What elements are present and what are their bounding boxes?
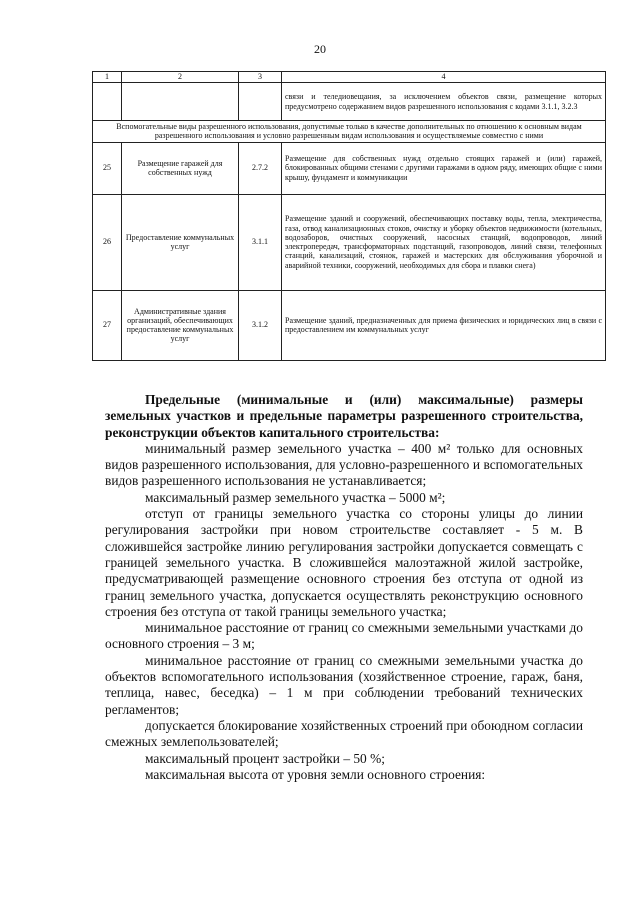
use-name: Предоставление коммунальных услуг — [122, 194, 239, 290]
paragraph-setback: отступ от границы земельного участка со стороны улицы до линии регулирования застройки при новом строительстве составляет - 5 м. В сложившейся застройке линию регулирования застройки допускается совмещать с границей земельного участка. В сложившейся малоэтажной жилой застройке, предусматривающей размещение основного строения без отступа от одной из границ земельного участка, допускается осуществлять реконструкцию основного строения без отступа от такой границы земельного участка; — [105, 506, 583, 619]
use-description: Размещение зданий и сооружений, обеспечивающих поставку воды, тепла, электричества, газа, отвод канализационных стоков, очистку и уборку объектов недвижимости (котельных, водозаборов, очистных сооружений, насосных станций, водопроводов, линий электропередач, трансформаторных подстанций, газопроводов, линий связи, телефонных станций, канализаций, стоянок, гаражей и мастерских для обслуживания уборочной и аварийной техники, сооружений, необходимых для сбора и плавки снега) — [282, 194, 606, 290]
use-name: Размещение гаражей для собственных нужд — [122, 142, 239, 194]
use-code: 3.1.1 — [239, 194, 282, 290]
body-text — [105, 392, 583, 783]
row-number: 27 — [93, 290, 122, 360]
paragraph-max-height: максимальная высота от уровня земли основного строения: — [145, 766, 486, 782]
empty-cell — [239, 83, 282, 121]
header-col-4: 4 — [282, 72, 606, 83]
page-number: 20 — [314, 42, 326, 56]
paragraph-min-distance-auxiliary: минимальное расстояние от границ со смежными земельными участка до объектов вспомогательного использования (хозяйственное строение, гараж, баня, теплица, навес, беседка) – 1 м при соблюдении требований технических регламентов; — [105, 652, 583, 717]
use-code: 3.1.2 — [239, 290, 282, 360]
paragraph-min-plot-size: минимальный размер земельного участка – 400 м² только для основных видов разрешенного использования, для условно-разрешенного и вспомогательных видов разрешенного использования не устанавливается; — [105, 440, 583, 489]
section-heading: Предельные (минимальные и (или) максимальные) размеры земельных участков и предельные параметры разрешенного строительства, реконструкции объектов капитального строительства: — [105, 392, 583, 440]
table-row — [93, 194, 606, 290]
continuation-row — [93, 83, 606, 121]
table-header-row — [93, 72, 606, 83]
permitted-use-table — [92, 71, 606, 361]
row-number: 25 — [93, 142, 122, 194]
header-col-1: 1 — [93, 72, 122, 83]
use-description: Размещение зданий, предназначенных для приема физических и юридических лиц в связи с предоставлением им коммунальных услуг — [282, 290, 606, 360]
section-title-row — [93, 121, 606, 143]
paragraph-max-coverage: максимальный процент застройки – 50 %; — [145, 750, 385, 766]
paragraph-blocking: допускается блокирование хозяйственных строений при обоюдном согласии смежных землепользователей; — [105, 717, 583, 750]
use-code: 2.7.2 — [239, 142, 282, 194]
table-row — [93, 142, 606, 194]
header-col-2: 2 — [122, 72, 239, 83]
empty-cell — [122, 83, 239, 121]
row-number: 26 — [93, 194, 122, 290]
continuation-description: связи и теледиовещания, за исключением объектов связи, размещение которых предусмотрено содержанием видов разрешенного использования с кодами 3.1.1, 3.2.3 — [282, 83, 606, 121]
use-name: Административные здания организаций, обеспечивающих предоставление коммунальных услуг — [122, 290, 239, 360]
header-col-3: 3 — [239, 72, 282, 83]
table-row — [93, 290, 606, 360]
empty-cell — [93, 83, 122, 121]
paragraph-min-distance-main: минимальное расстояние от границ со смежными земельными участками до основного строения – 3 м; — [105, 620, 583, 652]
paragraph-max-plot-size: максимальный размер земельного участка – 5000 м²; — [145, 489, 446, 505]
use-description: Размещение для собственных нужд отдельно стоящих гаражей и (или) гаражей, блокированных общими стенами с другими гаражами в одном ряду, имеющих общие с ними крышу, фундамент и коммуникации — [282, 142, 606, 194]
section-title: Вспомогательные виды разрешенного использования, допустимые только в качестве дополнительных по отношению к основным видам разрешенного использования и условно разрешенным видам использования и осуществляемые совместно с ними — [93, 121, 606, 143]
